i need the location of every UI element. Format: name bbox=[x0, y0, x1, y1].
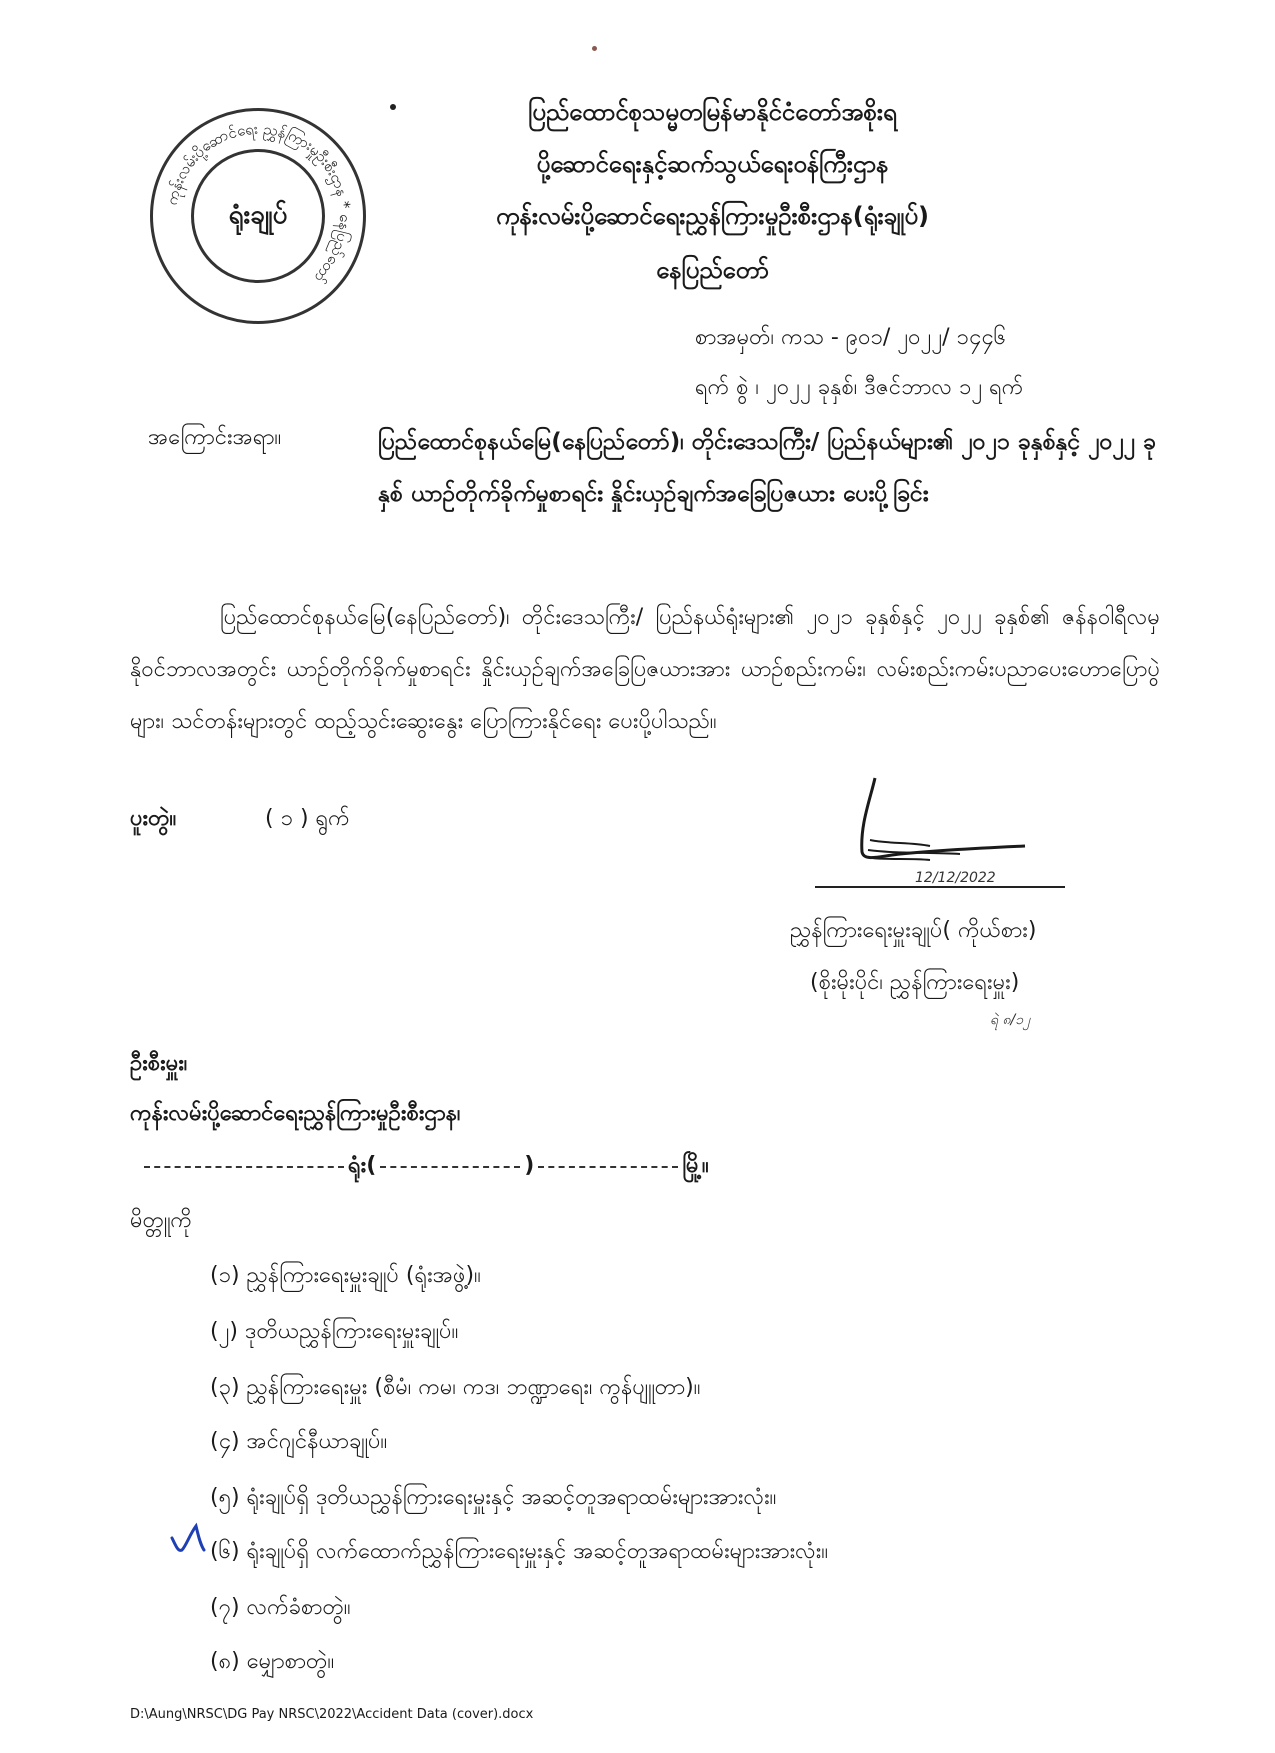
header-line-1: ပြည်ထောင်စုသမ္မတမြန်မာနိုင်ငံတော်အစိုးရ bbox=[528, 98, 897, 126]
copy-item: (၇) လက်ခံစာတွဲ။ bbox=[210, 1595, 351, 1620]
copy-item: (၈) မျှောစာတွဲ။ bbox=[210, 1649, 335, 1674]
enclosure-value: ( ၁ ) ရွက် bbox=[265, 806, 350, 831]
enclosure-label: ပူးတွဲ။ bbox=[130, 806, 177, 831]
copy-item: (၁) ညွှန်ကြားရေးမှူးချုပ် (ရုံးအဖွဲ့)။ bbox=[210, 1263, 481, 1288]
header-line-3: ကုန်းလမ်းပို့ဆောင်ရေးညွှန်ကြားမှုဦးစီးဌာန(ရုံးချုပ်) bbox=[495, 202, 930, 230]
signer-name: (စိုးမိုးပိုင်၊ ညွှန်ကြားရေးမှူး) bbox=[810, 970, 1020, 995]
copy-item: (၅) ရုံးချုပ်ရှိ ဒုတိယညွှန်ကြားရေးမှူးနှင့် အဆင့်တူအရာထမ်းများအားလုံး။ bbox=[210, 1485, 777, 1510]
checkmark-icon bbox=[168, 1520, 208, 1556]
copy-item: (၃) ညွှန်ကြားရေးမှူး (စီမံ၊ ကမ၊ ကဒ၊ ဘဏ္ဍာရေး၊ ကွန်ပျူတာ)။ bbox=[210, 1375, 701, 1400]
office-seal bbox=[150, 108, 366, 324]
signer-title: ညွှန်ကြားရေးမှူးချုပ်( ကိုယ်စား) bbox=[790, 918, 1037, 943]
header-line-2: ပို့ဆောင်ရေးနှင့်ဆက်သွယ်ရေးဝန်ကြီးဌာန bbox=[536, 150, 889, 178]
handwritten-initials: ရဲ ၈/၁၂ bbox=[990, 1012, 1030, 1028]
subject-text: ပြည်ထောင်စုနယ်မြေ(နေပြည်တော်)၊ တိုင်းဒေသကြီး/ ပြည်နယ်များ၏ ၂၀၂၁ ခုနှစ်နှင့် ၂၀၂၂ ခုနှစ် ယာဉ်တိုက်ခိုက်မှုစာရင်း နှိုင်းယှဉ်ချက်အခြေပြဇယား ပေးပို့ခြင်း bbox=[378, 429, 1156, 507]
letter-number: စာအမှတ်၊ ကသ - ၉၀၁/ ၂၀၂၂/ ၁၄၄၆ bbox=[695, 325, 1007, 350]
city-word: မြို့။ bbox=[682, 1153, 709, 1178]
blank-line bbox=[144, 1166, 344, 1168]
signature-line bbox=[815, 886, 1065, 888]
body-paragraph: ပြည်ထောင်စုနယ်မြေ(နေပြည်တော်)၊ တိုင်းဒေသကြီး/ ပြည်နယ်ရုံးများ၏ ၂၀၂၁ ခုနှစ်နှင့် ၂၀၂၂ ခုနှစ်၏ ဇန်နဝါရီလမှ နိုဝင်ဘာလအတွင်း ယာဉ်တိုက်ခိုက်မှုစာရင်း နှိုင်းယှဉ်ချက်အခြေပြဇယားအား ယာဉ်စည်းကမ်း၊ လမ်းစည်းကမ်းပညာပေးဟောပြောပွဲများ၊ သင်တန်းများတွင် ထည့်သွင်းဆွေးနွေး ပြောကြားနိုင်ရေး ပေးပို့ပါသည်။ bbox=[130, 605, 1160, 734]
seal-center-text: ရုံးချုပ် bbox=[191, 149, 325, 283]
addressee-office-line bbox=[140, 1150, 740, 1183]
blank-line bbox=[538, 1166, 678, 1168]
addressee-department: ကုန်းလမ်းပို့ဆောင်ရေးညွှန်ကြားမှုဦးစီးဌာန၊ bbox=[130, 1101, 461, 1126]
copy-item: (၂) ဒုတိယညွှန်ကြားရေးမှူးချုပ်။ bbox=[210, 1319, 459, 1344]
copy-item: (၆) ရုံးချုပ်ရှိ လက်ထောက်ညွှန်ကြားရေးမှူးနှင့် အဆင့်တူအရာထမ်းများအားလုံး။ bbox=[210, 1539, 829, 1564]
header-line-4: နေပြည်တော် bbox=[656, 256, 769, 284]
paren-close: ) bbox=[524, 1153, 535, 1178]
file-path-footer: D:\Aung\NRSC\DG Pay NRSC\2022\Accident Data (cover).docx bbox=[130, 1707, 534, 1722]
handwritten-date: 12/12/2022 bbox=[915, 870, 996, 886]
letter-date: ရက် စွဲ ၊ ၂၀၂၂ ခုနှစ်၊ ဒီဇင်ဘာလ ၁၂ ရက် bbox=[695, 375, 1024, 400]
seal-ring-text: ကုန်းလမ်းပို့ဆောင်ရေး ညွှန်ကြားမှုဦးစီးဌာန * နေပြည်တော် bbox=[162, 119, 355, 287]
handwritten-signature bbox=[830, 770, 1060, 880]
copy-item: (၄) အင်ဂျင်နီယာချုပ်။ bbox=[210, 1429, 388, 1454]
subject-label: အကြောင်းအရာ။ bbox=[148, 425, 282, 450]
addressee-title: ဦးစီးမှူး၊ bbox=[130, 1051, 188, 1076]
office-word: ရုံး( bbox=[348, 1153, 377, 1178]
blank-line bbox=[380, 1166, 520, 1168]
copies-label: မိတ္တူကို bbox=[130, 1208, 192, 1233]
speck-mark bbox=[592, 46, 597, 51]
